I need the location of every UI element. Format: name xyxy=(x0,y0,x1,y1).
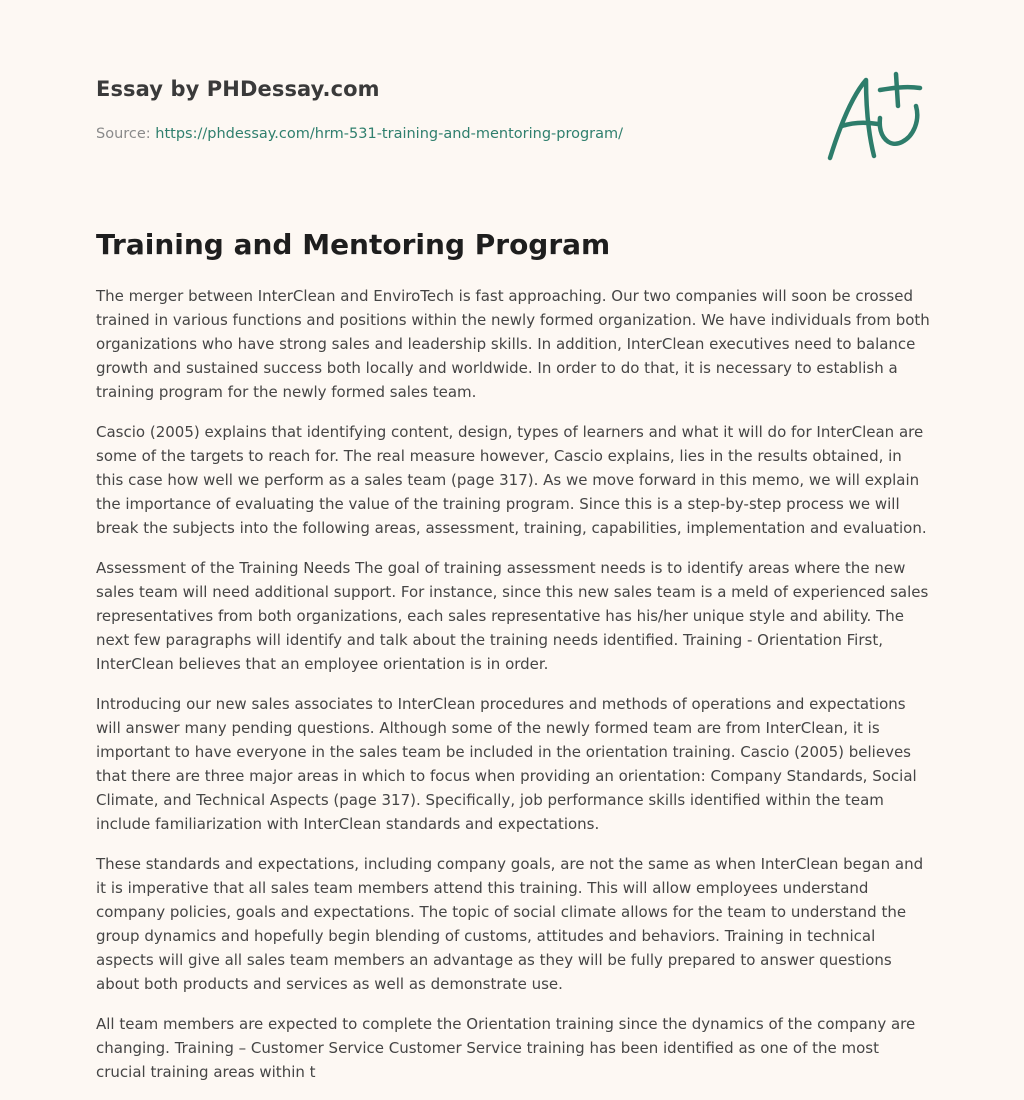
paragraph: These standards and expectations, including company goals, are not the same as when InterClean began and it is imperative that all sales team members attend this training. This will allow employees understand company policies, goals and expectations. The topic of social climate allows for the team to understand the group dynamics and hopefully begin blending of customs, attitudes and behaviors. Training in technical aspects will give all sales team members an advantage as they will be fully prepared to answer questions about both products and services as well as demonstrate use. xyxy=(96,855,924,993)
page-header xyxy=(96,74,928,174)
a-plus-logo-icon xyxy=(822,66,932,166)
paragraph: All team members are expected to complete the Orientation training since the dynamics of the company are changing. Training – Customer Service Customer Service training has been identified as one of the most crucial training areas within t xyxy=(96,1015,916,1081)
source-line xyxy=(96,124,623,144)
brand-title: Essay by PHDessay.com xyxy=(96,77,380,101)
paragraph: Cascio (2005) explains that identifying content, design, types of learners and what it will do for InterClean are some of the targets to reach for. The real measure however, Cascio explains, lies in the results obtained, in this case how well we perform as a sales team (page 317). As we move forward in this memo, we will explain the importance of evaluating the value of the training program. Since this is a step-by-step process we will break the subjects into the following areas, assessment, training, capabilities, implementation and evaluation. xyxy=(96,423,927,537)
paragraph: Assessment of the Training Needs The goal of training assessment needs is to identify areas where the new sales team will need additional support. For instance, since this new sales team is a meld of experienced sales representatives from both organizations, each sales representative has his/her unique style and ability. The next few paragraphs will identify and talk about the training needs identified. Training - Orientation First, InterClean believes that an employee orientation is in order. xyxy=(96,559,929,673)
paragraph: Introducing our new sales associates to InterClean procedures and methods of operations and expectations will answer many pending questions. Although some of the newly formed team are from InterClean, it is important to have everyone in the sales team be included in the orientation training. Cascio (2005) believes that there are three major areas in which to focus when providing an orientation: Company Standards, Social Climate, and Technical Aspects (page 317). Specifically, job performance skills identified within the team include familiarization with InterClean standards and expectations. xyxy=(96,695,917,833)
paragraph: The merger between InterClean and EnviroTech is fast approaching. Our two companies will soon be crossed trained in various functions and positions within the newly formed organization. We have individuals from both organizations who have strong sales and leadership skills. In addition, InterClean executives need to balance growth and sustained success both locally and worldwide. In order to do that, it is necessary to establish a training program for the newly formed sales team. xyxy=(96,287,930,401)
source-label: Source: xyxy=(96,126,151,142)
article-title: Training and Mentoring Program xyxy=(96,228,611,261)
source-link[interactable]: https://phdessay.com/hrm-531-training-and-mentoring-program/ xyxy=(155,126,624,142)
article-body xyxy=(96,284,930,1100)
